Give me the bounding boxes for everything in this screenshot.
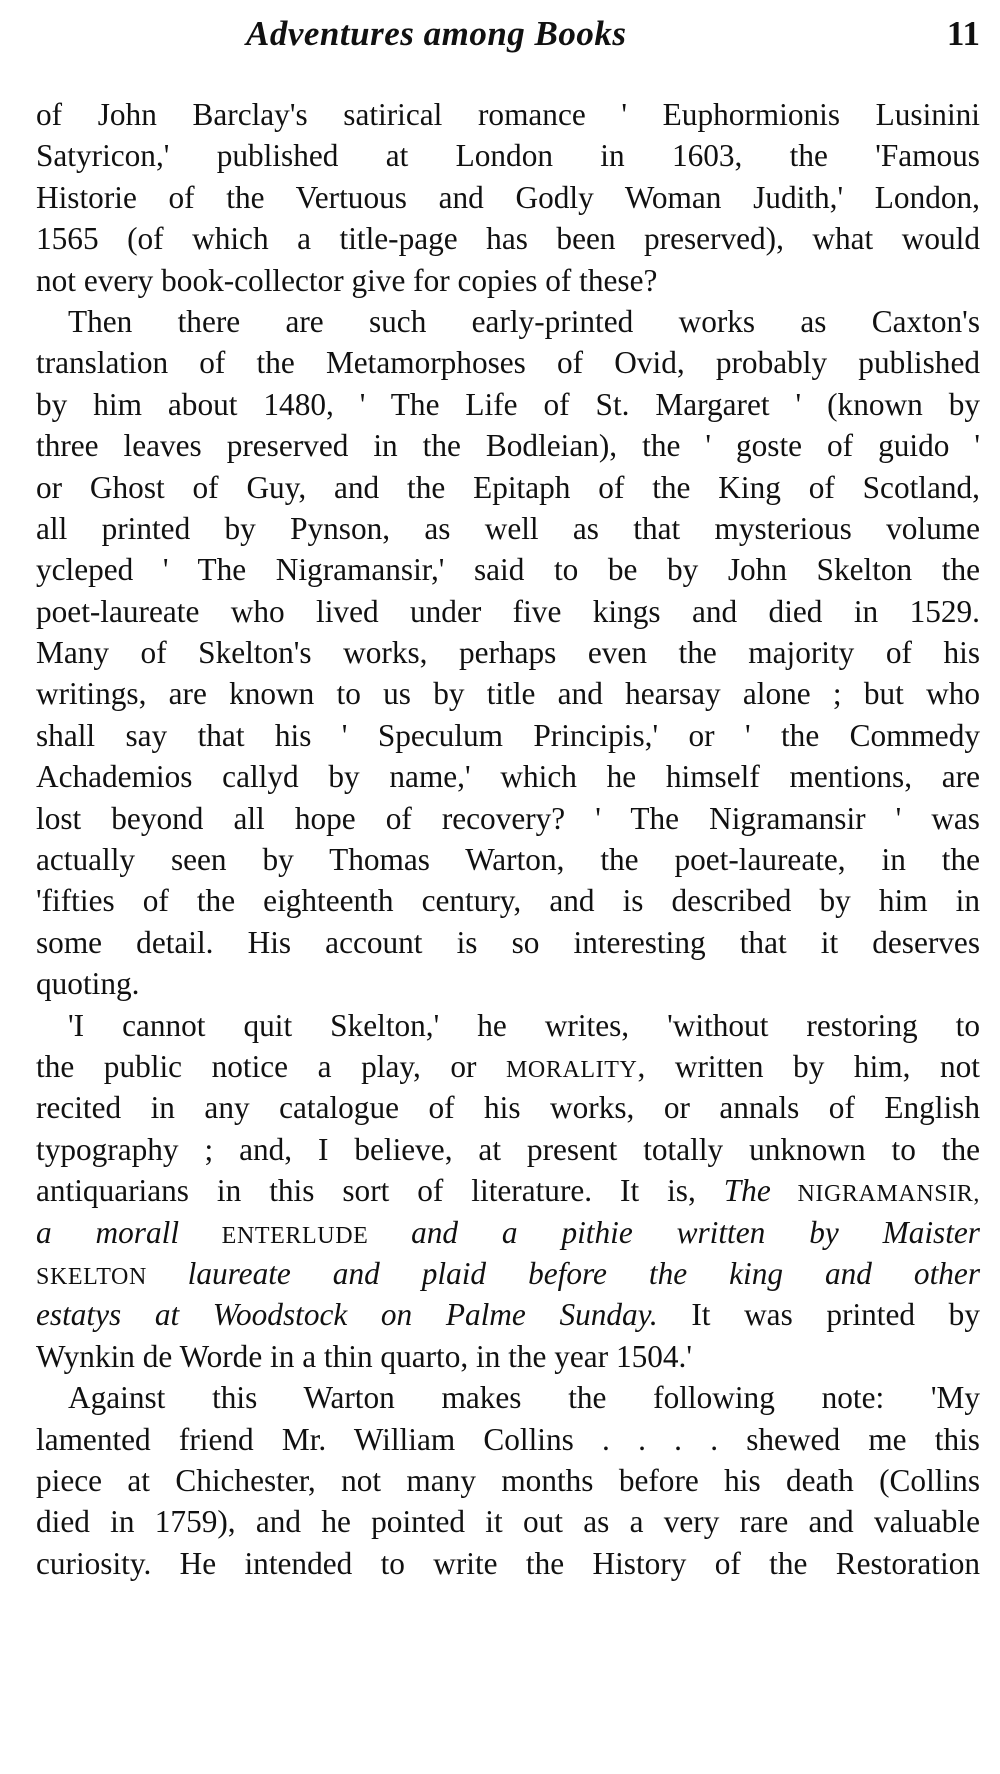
text-line [36, 135, 980, 176]
running-title: Adventures among Books [246, 14, 627, 53]
text-run: NIGRAMANSIR, [770, 1181, 980, 1208]
text-line [36, 673, 980, 714]
text-run: SKELTON [36, 1263, 188, 1290]
text-line [36, 1377, 980, 1418]
text-run: 1565 (of which a title-page has been preserved), what would [36, 221, 980, 257]
text-line [36, 1212, 980, 1253]
text-line [36, 218, 980, 259]
text-line [36, 715, 980, 756]
text-line [36, 1419, 980, 1460]
text-run: laureate and plaid before the king and other [187, 1255, 980, 1291]
text-run: shall say that his ' Speculum Principis,' or ' the Commedy [36, 717, 980, 753]
text-run: ENTERLUDE [179, 1222, 412, 1249]
text-run: not every book-collector give for copies of these? [36, 262, 658, 298]
text-line [36, 1087, 980, 1128]
text-run: 'I cannot quit Skelton,' he writes, 'without restoring to [68, 1007, 980, 1043]
text-run: , written by him, not [637, 1048, 980, 1084]
text-run: of John Barclay's satirical romance ' Euphormionis Lusinini [36, 97, 980, 132]
text-run: a morall [36, 1214, 180, 1250]
text-run: by him about 1480, ' The Life of St. Margaret ' (known by [36, 386, 980, 422]
text-line [36, 1253, 980, 1294]
text-run: It was printed by [657, 1297, 980, 1333]
text-line [36, 1046, 980, 1087]
text-run: Many of Skelton's works, perhaps even the majority of his [36, 635, 980, 671]
text-run: and a pithie written by Maister [411, 1214, 980, 1250]
text-line [36, 880, 980, 921]
text-line [36, 839, 980, 880]
running-head [36, 12, 980, 56]
text-line [36, 1005, 980, 1046]
text-run: curiosity. He intended to write the History of the Restoration [36, 1545, 980, 1581]
text-run: Historie of the Vertuous and Godly Woman Judith,' London, [36, 179, 980, 215]
text-line [36, 798, 980, 839]
text-line [36, 591, 980, 632]
text-run: writings, are known to us by title and hearsay alone ; but who [36, 676, 980, 712]
text-line [36, 94, 980, 135]
text-line [36, 508, 980, 549]
text-line [36, 549, 980, 590]
text-line [36, 342, 980, 383]
text-run: antiquarians in this sort of literature. It is, [36, 1173, 724, 1209]
text-line [36, 1543, 980, 1584]
text-line [36, 756, 980, 797]
text-line [36, 260, 980, 301]
text-run: MORALITY [505, 1056, 638, 1083]
text-run: translation of the Metamorphoses of Ovid, probably published [36, 345, 980, 381]
paragraph [36, 1005, 980, 1378]
text-line [36, 177, 980, 218]
body-text [36, 94, 980, 1584]
text-line [36, 425, 980, 466]
text-run: The [723, 1173, 771, 1209]
text-run: Satyricon,' published at London in 1603, the 'Famous [36, 138, 980, 174]
text-run: the public notice a play, or [36, 1048, 506, 1084]
text-line [36, 1129, 980, 1170]
text-run: 'fifties of the eighteenth century, and is described by him in [36, 883, 980, 919]
text-run: poet-laureate who lived under five kings and died in 1529. [36, 593, 980, 629]
text-line [36, 632, 980, 673]
text-run: died in 1759), and he pointed it out as a very rare and valuable [36, 1504, 980, 1540]
text-run: Against this Warton makes the following note: 'My [68, 1380, 980, 1416]
text-line [36, 1294, 980, 1335]
text-run: typography ; and, I believe, at present totally unknown to the [36, 1131, 980, 1167]
text-line [36, 1460, 980, 1501]
text-run: Wynkin de Worde in a thin quarto, in the year 1504.' [36, 1338, 692, 1374]
text-run: quoting. [36, 966, 140, 1002]
paragraph [36, 1377, 980, 1584]
text-line [36, 301, 980, 342]
text-run: Achademios callyd by name,' which he himself mentions, are [36, 759, 980, 795]
text-run: piece at Chichester, not many months before his death (Collins [36, 1462, 980, 1498]
text-run: actually seen by Thomas Warton, the poet-laureate, in the [36, 842, 980, 878]
text-line [36, 467, 980, 508]
text-run: lost beyond all hope of recovery? ' The Nigramansir ' was [36, 800, 980, 836]
paragraph [36, 301, 980, 1005]
text-run: ycleped ' The Nigramansir,' said to be by John Skelton the [36, 552, 980, 588]
text-line [36, 1501, 980, 1542]
text-run: Then there are such early-printed works as Caxton's [68, 303, 980, 339]
text-run: some detail. His account is so interesting that it deserves [36, 924, 980, 960]
text-line [36, 1336, 980, 1377]
text-run: estatys at Woodstock on Palme Sunday. [36, 1297, 658, 1333]
text-run: three leaves preserved in the Bodleian), the ' goste of guido ' [36, 428, 980, 464]
text-line [36, 384, 980, 425]
text-run: recited in any catalogue of his works, or annals of English [36, 1090, 980, 1126]
text-line [36, 1170, 980, 1211]
page-number: 11 [946, 14, 980, 53]
text-run: all printed by Pynson, as well as that mysterious volume [36, 510, 980, 546]
paragraph [36, 94, 980, 301]
book-page [36, 12, 980, 1584]
text-run: or Ghost of Guy, and the Epitaph of the King of Scotland, [36, 469, 980, 505]
text-line [36, 922, 980, 963]
text-line [36, 963, 980, 1004]
text-run: lamented friend Mr. William Collins . . . . shewed me this [36, 1421, 980, 1457]
